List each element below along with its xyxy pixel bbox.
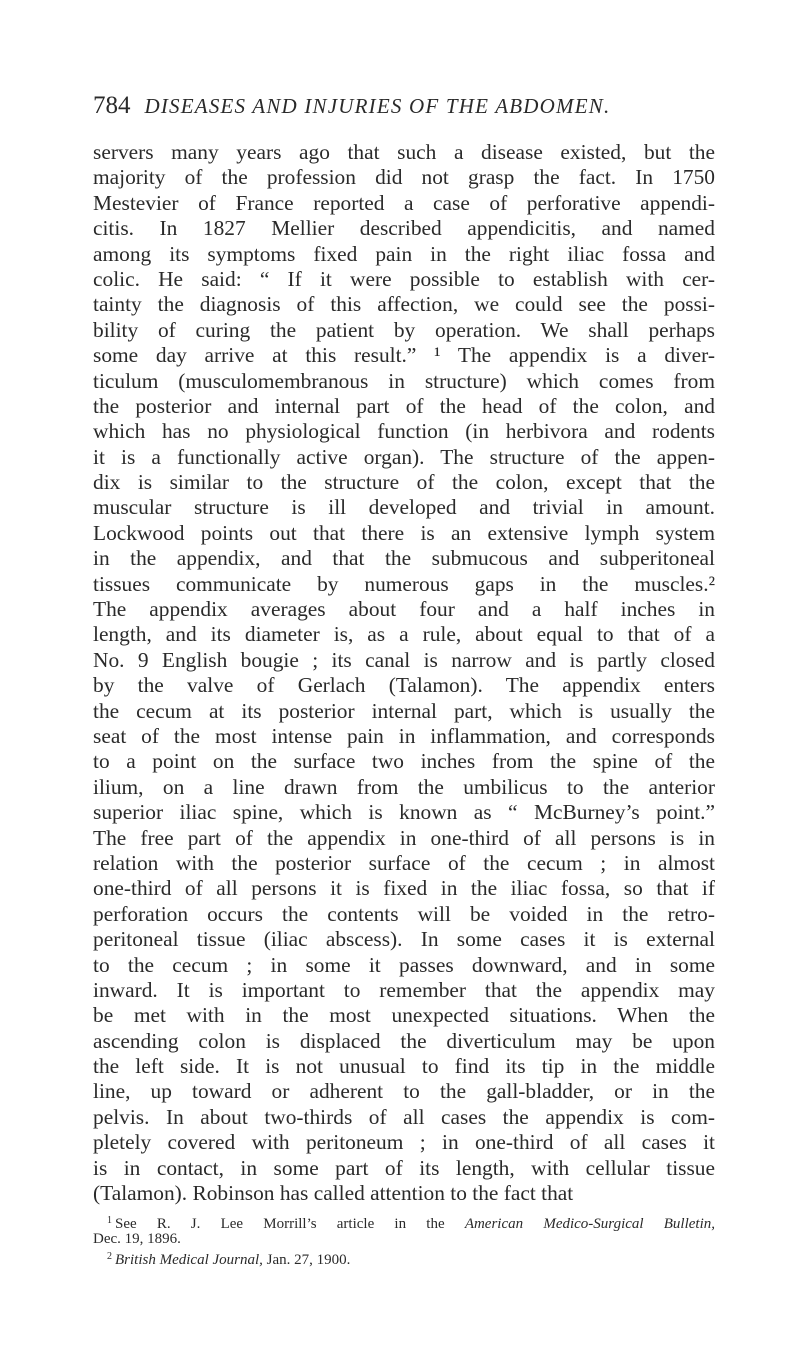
text-line: the cecum at its posterior internal part, which is usually the bbox=[93, 698, 715, 723]
text-line: superior iliac spine, which is known as “ McBurney’s point.” bbox=[93, 800, 715, 825]
running-head bbox=[93, 92, 715, 136]
footnote-1 bbox=[93, 1212, 715, 1233]
text-line: length, and its diameter is, as a rule, about equal to that of a bbox=[93, 622, 715, 647]
text-line: be met with in the most unexpected situations. When the bbox=[93, 1003, 715, 1028]
text-line: to the cecum ; in some it passes downward, and in some bbox=[93, 952, 715, 977]
footnote-text: Jan. 27, 1900. bbox=[262, 1252, 351, 1269]
text-line: it is a functionally active organ). The structure of the appen- bbox=[93, 444, 715, 469]
text-line: majority of the profession did not grasp the fact. In 1750 bbox=[93, 165, 715, 190]
text-line: pletely covered with peritoneum ; in one-third of all cases it bbox=[93, 1130, 715, 1155]
text-line: tissues communicate by numerous gaps in the muscles.² bbox=[93, 571, 715, 596]
footnote-text: See R. J. Lee Morrill’s article in the bbox=[115, 1216, 465, 1233]
text-line: (Talamon). Robinson has called attention to the fact that bbox=[93, 1181, 574, 1206]
text-line: ticulum (musculomembranous in structure) which comes from bbox=[93, 368, 715, 393]
text-line: by the valve of Gerlach (Talamon). The appendix enters bbox=[93, 673, 715, 698]
text-line: servers many years ago that such a disease existed, but the bbox=[93, 140, 715, 164]
text-line: relation with the posterior surface of the cecum ; in almost bbox=[93, 850, 715, 875]
text-line: line, up toward or adherent to the gall-bladder, or in the bbox=[93, 1079, 715, 1104]
text-line: the posterior and internal part of the head of the colon, and bbox=[93, 393, 715, 418]
body-text bbox=[93, 140, 715, 1206]
footnote-marker: 2 bbox=[107, 1251, 112, 1263]
text-line: perforation occurs the contents will be voided in the retro- bbox=[93, 901, 715, 926]
text-line: dix is similar to the structure of the colon, except that the bbox=[93, 470, 715, 495]
text-line: ilium, on a line drawn from the umbilicus to the anterior bbox=[93, 774, 715, 799]
footnote-journal: American Medico-Surgical Bulletin, bbox=[464, 1216, 715, 1233]
text-line: to a point on the surface two inches from the spine of the bbox=[93, 749, 715, 774]
book-page bbox=[93, 92, 715, 1269]
text-line: seat of the most intense pain in inflammation, and corresponds bbox=[93, 723, 715, 748]
page-number: 784 bbox=[93, 92, 131, 119]
running-title: DISEASES AND INJURIES OF THE ABDOMEN. bbox=[144, 94, 611, 118]
footnote-1-continuation: Dec. 19, 1896. bbox=[93, 1231, 181, 1248]
text-line: muscular structure is ill developed and trivial in amount. bbox=[93, 495, 715, 520]
text-line: Mestevier of France reported a case of perforative appendi- bbox=[93, 190, 715, 215]
text-line: inward. It is important to remember that the appendix may bbox=[93, 977, 715, 1002]
text-line: the left side. It is not unusual to find its tip in the middle bbox=[93, 1054, 715, 1079]
text-line: peritoneal tissue (iliac abscess). In some cases it is external bbox=[93, 927, 715, 952]
footnote-journal: British Medical Journal, bbox=[115, 1252, 263, 1269]
footnotes bbox=[93, 1212, 715, 1269]
text-line: Lockwood points out that there is an extensive lymph system bbox=[93, 520, 715, 545]
footnote-2 bbox=[93, 1248, 715, 1269]
text-line: among its symptoms fixed pain in the right iliac fossa and bbox=[93, 241, 715, 266]
text-line: colic. He said: “ If it were possible to establish with cer- bbox=[93, 266, 715, 291]
text-line: tainty the diagnosis of this affection, we could see the possi- bbox=[93, 292, 715, 317]
text-line: which has no physiological function (in herbivora and rodents bbox=[93, 419, 715, 444]
text-line: bility of curing the patient by operation. We shall perhaps bbox=[93, 317, 715, 342]
text-line: in the appendix, and that the submucous and subperitoneal bbox=[93, 546, 715, 571]
text-line: is in contact, in some part of its length, with cellular tissue bbox=[93, 1155, 715, 1180]
text-line: pelvis. In about two-thirds of all cases the appendix is com- bbox=[93, 1104, 715, 1129]
text-line: one-third of all persons it is fixed in the iliac fossa, so that if bbox=[93, 876, 715, 901]
text-line: citis. In 1827 Mellier described appendicitis, and named bbox=[93, 216, 715, 241]
text-line: The appendix averages about four and a half inches in bbox=[93, 597, 715, 622]
footnote-marker: 1 bbox=[107, 1215, 112, 1227]
text-line: The free part of the appendix in one-third of all persons is in bbox=[93, 825, 715, 850]
text-line: ascending colon is displaced the diverticulum may be upon bbox=[93, 1028, 715, 1053]
text-line: No. 9 English bougie ; its canal is narrow and is partly closed bbox=[93, 647, 715, 672]
text-line: some day arrive at this result.” ¹ The appendix is a diver- bbox=[93, 343, 715, 368]
